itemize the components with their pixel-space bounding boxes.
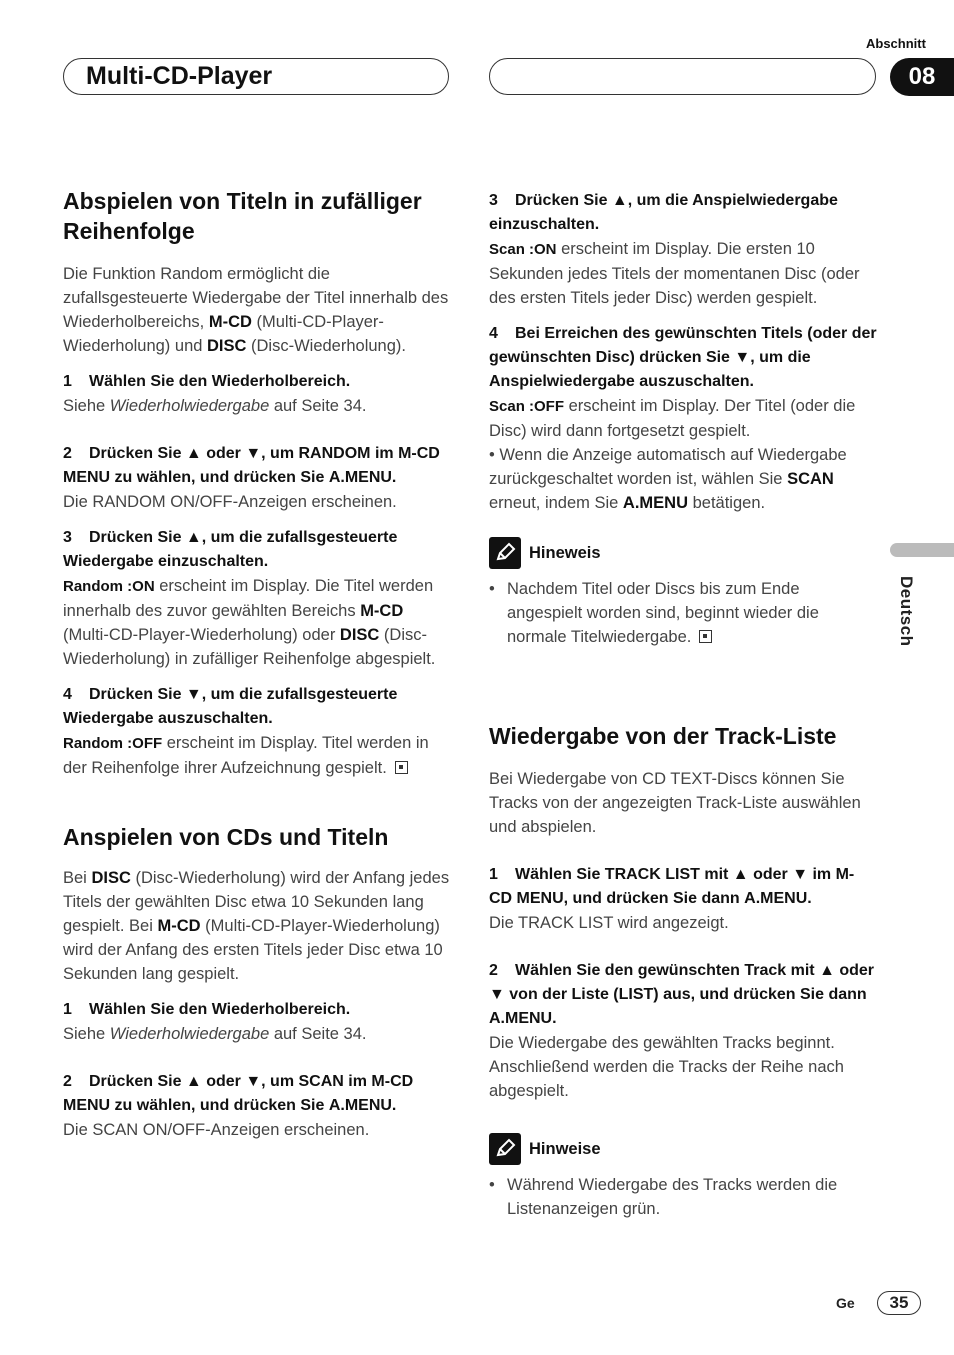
step-number: 3 [63, 529, 72, 546]
language-tab-label: Deutsch [897, 576, 916, 647]
note-text: Während Wiedergabe des Tracks werden die Listenanzeigen grün. [507, 1176, 838, 1218]
scan-label: SCAN [787, 470, 834, 488]
body-text: Siehe [63, 1025, 110, 1043]
random-label: RANDOM [298, 445, 371, 462]
body-text: Siehe [63, 397, 110, 415]
track-step-1-body: Die TRACK LIST wird angezeigt. [489, 914, 729, 932]
step-title-text: Drücken Sie ▲, um die zufallsgesteuerte Wiedergabe einzuschalten. [63, 529, 398, 570]
scan-step-4-title [489, 322, 877, 394]
language-code: Ge [836, 1295, 855, 1311]
header-blank-frame [489, 58, 876, 95]
scan-step-3-title [489, 189, 877, 237]
track-step-2-title [489, 959, 877, 1031]
disc-label: DISC [339, 626, 380, 644]
step-4-body [63, 731, 453, 780]
scan-intro [63, 866, 453, 986]
intro-text: (Disc-Wiederholung). [246, 337, 406, 355]
scan-step-2-body: Die SCAN ON/OFF-Anzeigen erscheinen. [63, 1121, 370, 1139]
note-header [489, 537, 877, 569]
body-text: auf Seite 34. [269, 397, 367, 415]
track-step-1-title [489, 863, 877, 911]
section-heading-scan: Anspielen von CDs und Titeln [63, 824, 389, 850]
display-indicator: Random :OFF [63, 735, 163, 752]
scan-label: SCAN [298, 1073, 344, 1090]
end-mark-icon [395, 761, 408, 774]
step-number: 4 [489, 325, 498, 342]
step-title-text: im M-CD MENU zu wählen, und drücken Sie [63, 445, 440, 486]
step-2-title [63, 442, 453, 490]
scan-step-2-title [63, 1070, 453, 1118]
amenu-label: A.MENU. [744, 890, 812, 907]
display-indicator: Scan :ON [489, 241, 557, 258]
scan-step-3-body [489, 237, 877, 310]
note-text [507, 577, 877, 649]
step-1-title [63, 370, 453, 394]
step-title-text: Drücken Sie ▲ oder ▼, um [89, 1073, 299, 1090]
pencil-note-icon [489, 537, 521, 569]
scan-step-4-bullet [489, 443, 877, 515]
step-title-text: Wählen Sie den Wiederholbereich. [89, 373, 351, 390]
display-indicator: Random :ON [63, 578, 155, 595]
step-1-body [63, 394, 453, 418]
section-label: Abschnitt [866, 36, 926, 51]
step-title-text: Drücken Sie ▲ oder ▼, um [89, 445, 299, 462]
body-text: erscheint im Display. Titel werden in der Reihenfolge ihrer Aufzeichnung gespielt. [63, 734, 429, 777]
step-3-title [63, 526, 453, 574]
chapter-badge: 08 [890, 58, 954, 96]
step-number: 4 [63, 686, 72, 703]
body-text: auf Seite 34. [269, 1025, 367, 1043]
note-item [489, 1173, 877, 1221]
track-step-2-body: Die Wiedergabe des gewählten Tracks beginnt. Anschließend werden die Tracks der Reihe nach abgespielt. [489, 1034, 844, 1100]
scan-step-1-title [63, 998, 453, 1022]
amenu-label: A.MENU. [489, 1010, 557, 1027]
mcd-label: M-CD [157, 917, 201, 935]
body-text: (Disc-Wiederholung) in zufälliger Reihenfolge abgespielt. [63, 626, 436, 668]
intro-text: (Multi-CD-Player-Wiederholung) und [63, 313, 384, 355]
cross-reference: Wiederholwiedergabe [109, 397, 270, 415]
intro-text: (Disc-Wiederholung) wird der Anfang jedes Titels der gewählten Disc etwa 10 Sekunden lang gespielt. Bei [63, 869, 450, 935]
body-text: erneut, indem Sie [489, 494, 623, 512]
bullet-mark: • [489, 580, 495, 598]
step-number: 1 [63, 373, 72, 390]
step-4-title [63, 683, 453, 731]
mcd-label: M-CD [360, 602, 404, 620]
random-intro [63, 262, 453, 358]
step-title-text: Wählen Sie [515, 866, 605, 883]
step-number: 2 [63, 1073, 72, 1090]
step-number: 1 [489, 866, 498, 883]
amenu-label: A.MENU. [328, 1097, 397, 1114]
step-number: 2 [63, 445, 72, 462]
intro-text: Bei [63, 869, 92, 887]
bullet-mark: • [489, 1176, 495, 1194]
intro-text: Die Funktion Random ermöglicht die zufallsgesteuerte Wiedergabe der Titel innerhalb des Wiederholbereichs, [63, 265, 449, 331]
language-tab-marker [890, 543, 954, 557]
step-title-text: im M-CD MENU zu wählen, und drücken Sie [63, 1073, 414, 1114]
body-text: • Wenn die Anzeige automatisch auf Wiedergabe zurückgeschaltet worden ist, wählen Sie [489, 446, 847, 488]
end-mark-icon [699, 630, 712, 643]
body-text: (Multi-CD-Player-Wiederholung) oder [63, 626, 340, 644]
step-title-text: Drücken Sie ▼, um die zufallsgesteuerte Wiedergabe auszuschalten. [63, 686, 398, 727]
disc-label: DISC [207, 337, 247, 355]
mcd-label: M-CD [208, 313, 252, 331]
step-title-text: mit ▲ oder ▼ im M-CD MENU, und drücken Sie dann [489, 866, 855, 907]
track-list-intro: Bei Wiedergabe von CD TEXT-Discs können Sie Tracks von der angezeigten Track-Liste auswählen und abspielen. [489, 770, 861, 836]
body-text: erscheint im Display. Der Titel (oder die Disc) wird dann fortgesetzt gespielt. [489, 397, 856, 440]
track-list-label: TRACK LIST [604, 866, 700, 883]
note-header [489, 1133, 877, 1165]
note-title: Hineweis [529, 543, 601, 562]
body-text: erscheint im Display. Die Titel werden innerhalb des zuvor gewählten Bereichs [63, 577, 434, 620]
title-frame [63, 58, 449, 95]
step-title-text: Wählen Sie den gewünschten Track mit ▲ oder ▼ von der Liste (LIST) aus, und drücken Sie dann [489, 962, 875, 1003]
step-2-body: Die RANDOM ON/OFF-Anzeigen erscheinen. [63, 493, 397, 511]
display-indicator: Scan :OFF [489, 398, 565, 415]
step-number: 3 [489, 192, 498, 209]
note-item [489, 577, 877, 649]
note-title: Hinweise [529, 1139, 601, 1158]
step-number: 1 [63, 1001, 72, 1018]
note-body: Nachdem Titel oder Discs bis zum Ende angespielt worden sind, beginnt wieder die normale Titelwiedergabe. [507, 580, 819, 646]
step-title-text: Wählen Sie den Wiederholbereich. [89, 1001, 351, 1018]
pencil-note-icon [489, 1133, 521, 1165]
body-text: erscheint im Display. Die ersten 10 Sekunden jedes Titels der momentanen Disc (oder des ersten Titels jeder Disc) werden gespielt. [489, 240, 860, 307]
amenu-label: A.MENU [622, 494, 689, 512]
scan-step-1-body [63, 1022, 453, 1046]
disc-label: DISC [91, 869, 131, 887]
right-column [489, 189, 877, 1221]
cross-reference: Wiederholwiedergabe [109, 1025, 270, 1043]
step-title-text: Bei Erreichen des gewünschten Titels (oder der gewünschten Disc) drücken Sie ▼, um die Anspielwiedergabe auszuschalten. [489, 325, 877, 390]
section-heading-track-list: Wiedergabe von der Track-Liste [489, 723, 837, 749]
page-number: 35 [877, 1291, 921, 1315]
step-3-body [63, 574, 453, 671]
section-heading-random: Abspielen von Titeln in zufälliger Reihenfolge [63, 188, 422, 244]
left-column [63, 186, 453, 1142]
amenu-label: A.MENU. [328, 469, 397, 486]
step-title-text: Drücken Sie ▲, um die Anspielwiedergabe einzuschalten. [489, 192, 838, 233]
scan-step-4-body [489, 394, 877, 443]
body-text: betätigen. [688, 494, 766, 512]
intro-text: (Multi-CD-Player-Wiederholung) wird der Anfang des ersten Titels jeder Disc etwa 10 Sekunden lang gespielt. [63, 917, 443, 983]
step-number: 2 [489, 962, 498, 979]
page-title: Multi-CD-Player [86, 62, 273, 90]
